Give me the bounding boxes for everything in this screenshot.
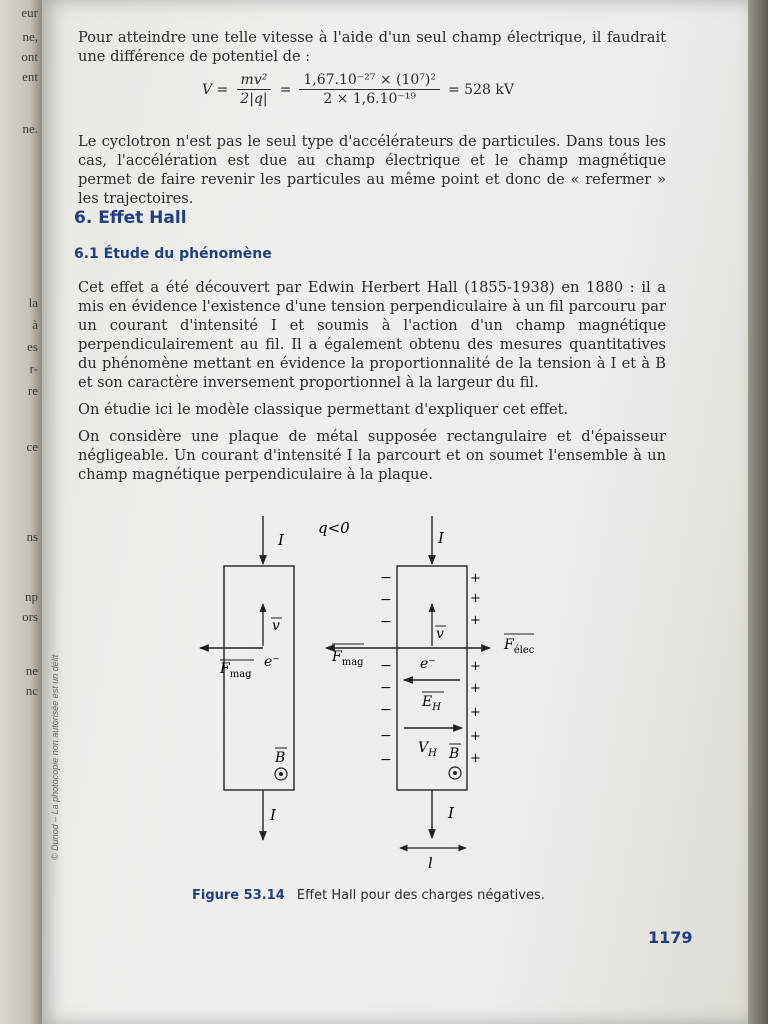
adjacent-page-fragment: ont <box>21 49 38 64</box>
adjacent-page-fragment: ns <box>26 529 38 544</box>
minus-charge: − <box>380 592 392 608</box>
minus-charge: − <box>380 570 392 586</box>
plus-charge: + <box>470 751 481 766</box>
plus-charge: + <box>470 571 481 586</box>
right-electron-label: e⁻ <box>420 656 436 672</box>
plus-charge: + <box>470 613 481 628</box>
plus-charge: + <box>470 705 481 720</box>
adjacent-page <box>0 0 42 1024</box>
left-current-out-label: I <box>270 806 276 824</box>
figure-caption-label: Figure 53.14 <box>192 888 285 903</box>
right-fmag-label: $F_{mag}$ <box>332 649 364 668</box>
plus-charge: + <box>470 591 481 606</box>
adjacent-page-fragment: re <box>27 383 38 398</box>
intro-paragraph: Pour atteindre une telle vitesse à l'aide d'un seul champ électrique, il faudrait une différence de potentiel de : <box>78 29 666 65</box>
formula-result: = 528 kV <box>448 81 514 98</box>
figure-caption-text: Effet Hall pour des charges négatives. <box>296 888 545 903</box>
book-page <box>42 0 748 1024</box>
plus-charges <box>470 571 481 766</box>
adjacent-page-fragment: eur <box>21 5 38 20</box>
adjacent-page-fragment: ne <box>25 663 38 678</box>
body-paragraph-2: On étudie ici le modèle classique permettant d'expliquer cet effet. <box>78 401 569 418</box>
adjacent-page-fragment: np <box>25 589 38 604</box>
adjacent-page-fragment: ne, <box>22 29 38 44</box>
plus-charge: + <box>470 659 481 674</box>
fraction-1-denominator: 2|q| <box>240 91 268 107</box>
adjacent-page-fragment: ent <box>22 69 38 84</box>
right-felec-label: $F_{élec}$ <box>504 637 535 656</box>
formula-equals: = <box>279 81 292 98</box>
formula-lhs: V = <box>202 81 229 98</box>
right-b-field-dot <box>453 771 457 775</box>
plus-charge: + <box>470 729 481 744</box>
left-b-field-dot <box>279 772 283 776</box>
body-paragraph-3: On considère une plaque de métal supposée rectangulaire et d'épaisseur négligeable. Un courant d'intensité I la parcourt et on soumet l'ensemble à un champ magnétique perpendiculaire à la plaque. <box>78 428 666 483</box>
charge-sign-label: q<0 <box>318 519 350 537</box>
right-velocity-label: v <box>436 626 444 642</box>
minus-charge: − <box>380 752 392 768</box>
adjacent-page-fragment: ors <box>22 609 38 624</box>
plus-charge: + <box>470 681 481 696</box>
left-fmag-label: $F_{mag}$ <box>220 661 252 680</box>
page-number: 1179 <box>648 928 693 947</box>
left-b-label: B <box>275 750 286 766</box>
adjacent-page-fragment: es <box>27 339 38 354</box>
adjacent-page-fragment: r- <box>29 361 38 376</box>
subsection-heading: 6.1 Étude du phénomène <box>74 246 272 262</box>
right-current-out-label: I <box>448 804 454 822</box>
left-velocity-label: v <box>272 618 280 634</box>
right-b-label: B <box>449 746 460 762</box>
minus-charge: − <box>380 702 392 718</box>
minus-charge: − <box>380 614 392 630</box>
adjacent-page-fragment: ce <box>26 439 38 454</box>
body-paragraph-1: Cet effet a été découvert par Edwin Herbert Hall (1855-1938) en 1880 : il a mis en évidence l'existence d'une tension perpendiculaire à un fil parcouru par un courant d'intensité I et soumis à l'action d'un champ magnétique perpendiculairement au fil. Il a également obtenu des mesures quantitatives du phénomène mettant en évidence la proportionnalité de la tension à I et à B et son caractère inversement proportionnel à la largeur du fil. <box>78 279 666 391</box>
adjacent-page-fragment: à <box>32 317 38 332</box>
hall-voltage-label: $V_H$ <box>418 740 437 759</box>
copyright-notice: © Dunod – La photocopie non autorisée est un délit <box>50 654 60 860</box>
left-electron-label: e⁻ <box>264 654 280 670</box>
minus-charges <box>380 570 392 768</box>
minus-charge: − <box>380 658 392 674</box>
minus-charge: − <box>380 680 392 696</box>
figure-caption <box>192 888 545 903</box>
hall-field-label: $E_H$ <box>422 694 441 713</box>
width-dimension-label: l <box>428 854 433 872</box>
hall-effect-figure <box>42 0 748 1024</box>
section-heading: 6. Effet Hall <box>74 208 187 228</box>
cyclotron-paragraph: Le cyclotron n'est pas le seul type d'accélérateurs de particules. Dans tous les cas, l'accélération est due au champ électrique et le champ magnétique permet de faire revenir les particules au même point et donc de « refermer » les trajectoires. <box>78 133 666 207</box>
left-current-in-label: I <box>278 531 284 549</box>
fraction-2-numerator: 1,67.10⁻²⁷ × (10⁷)² <box>299 72 440 90</box>
minus-charge: − <box>380 728 392 744</box>
fraction-2-denominator: 2 × 1,6.10⁻¹⁹ <box>323 91 417 107</box>
adjacent-page-fragment: ne. <box>22 121 38 136</box>
fraction-1-numerator: mv² <box>237 72 272 90</box>
adjacent-page-fragment: la <box>28 295 38 310</box>
right-current-in-label: I <box>438 529 444 547</box>
adjacent-page-fragment: nc <box>25 683 38 698</box>
